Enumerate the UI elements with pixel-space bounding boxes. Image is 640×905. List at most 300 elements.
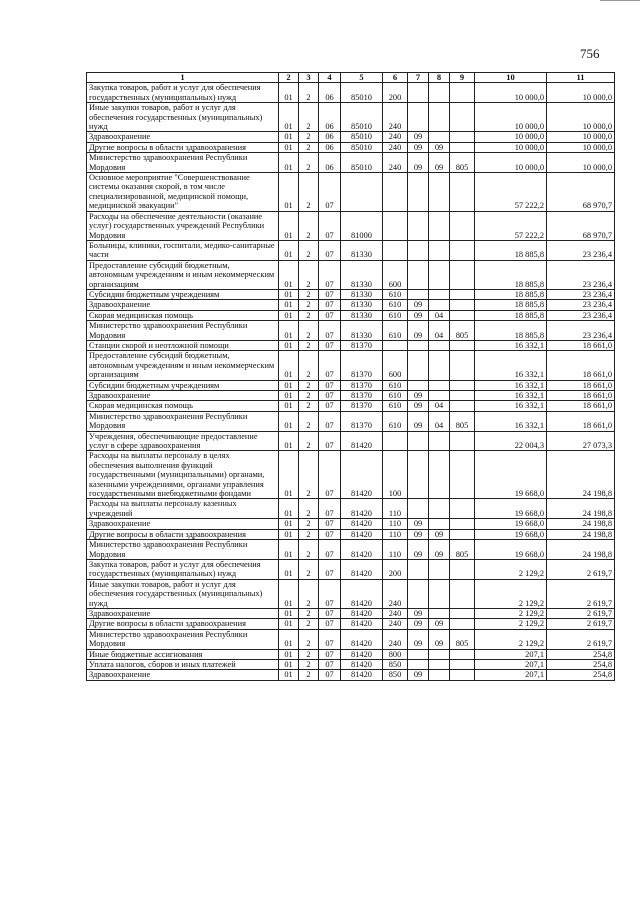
row-label: Закупка товаров, работ и услуг для обеспечения государственных (муниципальных) нужд [87,559,279,579]
code-cell: 01 [279,240,299,260]
table-row [87,300,615,310]
table-row [87,83,615,103]
code-cell [383,431,408,451]
code-cell: 610 [383,310,408,320]
code-cell: 2 [299,559,319,579]
code-cell: 01 [279,608,299,618]
code-cell: 200 [383,559,408,579]
amount-col-11: 18 661,0 [547,411,615,431]
code-cell [450,391,475,401]
col-header: 7 [408,73,429,83]
code-cell: 07 [319,351,341,380]
code-cell: 610 [383,411,408,431]
code-cell: 01 [279,132,299,142]
code-cell: 240 [383,629,408,649]
row-label: Другие вопросы в области здравоохранения [87,619,279,629]
code-cell: 07 [319,321,341,341]
row-label: Станции скорой и неотложной помощи [87,340,279,350]
code-cell: 06 [319,153,341,173]
code-cell: 01 [279,529,299,539]
code-cell: 610 [383,401,408,411]
code-cell: 81370 [341,380,383,390]
code-cell: 2 [299,499,319,519]
code-cell: 610 [383,300,408,310]
row-label: Иные закупки товаров, работ и услуг для обеспечения государственных (муниципальных) нужд [87,579,279,608]
amount-col-11: 254,8 [547,649,615,659]
code-cell [408,211,429,240]
amount-col-11: 18 661,0 [547,340,615,350]
amount-col-10: 18 885,8 [475,310,547,320]
table-row [87,351,615,380]
code-cell: 2 [299,321,319,341]
code-cell: 07 [319,289,341,299]
row-label: Расходы на обеспечение деятельности (оказание услуг) государственных учреждений Республики Мордовия [87,211,279,240]
amount-col-11: 10 000,0 [547,153,615,173]
code-cell: 805 [450,321,475,341]
code-cell: 81330 [341,240,383,260]
code-cell: 240 [383,103,408,132]
code-cell [450,260,475,289]
code-cell: 01 [279,649,299,659]
code-cell: 2 [299,103,319,132]
code-cell [408,559,429,579]
code-cell [429,260,450,289]
code-cell: 2 [299,529,319,539]
row-label: Уплата налогов, сборов и иных платежей [87,659,279,669]
code-cell [429,380,450,390]
code-cell [408,260,429,289]
code-cell: 110 [383,519,408,529]
code-cell: 09 [429,153,450,173]
code-cell: 81330 [341,300,383,310]
code-cell: 09 [408,310,429,320]
code-cell [429,391,450,401]
code-cell: 01 [279,142,299,152]
code-cell: 01 [279,321,299,341]
amount-col-10: 16 332,1 [475,380,547,390]
amount-col-11: 10 000,0 [547,83,615,103]
code-cell: 81420 [341,608,383,618]
code-cell: 81420 [341,499,383,519]
amount-col-11: 2 619,7 [547,579,615,608]
code-cell [450,649,475,659]
code-cell [341,173,383,212]
col-header: 1 [87,73,279,83]
code-cell: 09 [408,519,429,529]
code-cell: 2 [299,451,319,499]
code-cell: 01 [279,579,299,608]
code-cell: 850 [383,670,408,680]
code-cell: 04 [429,411,450,431]
code-cell: 2 [299,132,319,142]
row-label: Здравоохранение [87,670,279,680]
amount-col-11: 2 619,7 [547,608,615,618]
table-row [87,629,615,649]
code-cell: 81370 [341,351,383,380]
code-cell: 07 [319,240,341,260]
code-cell: 09 [408,300,429,310]
col-header: 5 [341,73,383,83]
code-cell: 2 [299,380,319,390]
code-cell: 04 [429,321,450,341]
code-cell: 07 [319,608,341,618]
amount-col-11: 24 198,8 [547,451,615,499]
code-cell: 07 [319,260,341,289]
table-header-row [87,73,615,83]
row-label: Министерство здравоохранения Республики Мордовия [87,153,279,173]
amount-col-10: 57 222,2 [475,173,547,212]
code-cell [450,559,475,579]
code-cell: 01 [279,173,299,212]
amount-col-10: 16 332,1 [475,351,547,380]
amount-col-10: 57 222,2 [475,211,547,240]
code-cell: 100 [383,451,408,499]
table-row [87,670,615,680]
code-cell [429,340,450,350]
code-cell [450,340,475,350]
amount-col-10: 18 885,8 [475,240,547,260]
code-cell [450,499,475,519]
row-label: Предоставление субсидий бюджетным, автономным учреждениям и иным некоммерческим организациям [87,260,279,289]
code-cell: 81330 [341,260,383,289]
code-cell: 81420 [341,519,383,529]
amount-col-11: 10 000,0 [547,132,615,142]
code-cell: 240 [383,142,408,152]
code-cell: 805 [450,540,475,560]
code-cell: 81420 [341,619,383,629]
code-cell [408,173,429,212]
code-cell [450,289,475,299]
code-cell: 01 [279,401,299,411]
row-label: Здравоохранение [87,391,279,401]
code-cell: 2 [299,519,319,529]
code-cell [383,173,408,212]
code-cell: 01 [279,559,299,579]
row-label: Больницы, клиники, госпитали, медико-санитарные части [87,240,279,260]
code-cell: 2 [299,401,319,411]
table-row [87,649,615,659]
row-label: Здравоохранение [87,608,279,618]
code-cell: 09 [408,411,429,431]
code-cell [408,649,429,659]
code-cell: 09 [408,629,429,649]
amount-col-10: 19 668,0 [475,529,547,539]
code-cell [429,132,450,142]
code-cell: 09 [408,619,429,629]
code-cell [408,451,429,499]
code-cell [450,401,475,411]
code-cell: 01 [279,310,299,320]
amount-col-10: 18 885,8 [475,289,547,299]
table-row [87,391,615,401]
amount-col-11: 27 073,3 [547,431,615,451]
code-cell: 06 [319,132,341,142]
budget-table [86,72,615,681]
code-cell: 200 [383,83,408,103]
code-cell: 01 [279,619,299,629]
code-cell: 01 [279,629,299,649]
code-cell: 01 [279,391,299,401]
amount-col-10: 22 004,3 [475,431,547,451]
code-cell: 2 [299,391,319,401]
code-cell [450,211,475,240]
code-cell [429,519,450,529]
amount-col-10: 207,1 [475,649,547,659]
table-row [87,499,615,519]
code-cell: 81420 [341,529,383,539]
code-cell: 07 [319,340,341,350]
table-row [87,529,615,539]
code-cell: 2 [299,619,319,629]
amount-col-10: 19 668,0 [475,540,547,560]
code-cell [408,83,429,103]
table-row [87,559,615,579]
code-cell: 01 [279,103,299,132]
code-cell: 600 [383,260,408,289]
code-cell [429,351,450,380]
scan-edge-mark [600,0,640,5]
code-cell: 110 [383,529,408,539]
code-cell: 09 [408,142,429,152]
amount-col-10: 19 668,0 [475,451,547,499]
code-cell: 01 [279,499,299,519]
code-cell: 2 [299,579,319,608]
table-row [87,240,615,260]
code-cell: 81000 [341,211,383,240]
code-cell: 81420 [341,670,383,680]
table-row [87,321,615,341]
code-cell: 07 [319,529,341,539]
table-row [87,340,615,350]
code-cell [383,340,408,350]
col-header: 9 [450,73,475,83]
row-label: Скорая медицинская помощь [87,401,279,411]
code-cell: 81330 [341,321,383,341]
code-cell: 04 [429,310,450,320]
code-cell [429,559,450,579]
code-cell: 85010 [341,83,383,103]
row-label: Министерство здравоохранения Республики Мордовия [87,411,279,431]
code-cell: 2 [299,411,319,431]
code-cell [450,579,475,608]
code-cell: 610 [383,391,408,401]
code-cell: 01 [279,300,299,310]
code-cell [429,211,450,240]
code-cell: 09 [408,670,429,680]
code-cell [429,289,450,299]
code-cell: 07 [319,499,341,519]
table-row [87,173,615,212]
amount-col-11: 2 619,7 [547,619,615,629]
amount-col-11: 2 619,7 [547,559,615,579]
col-header: 3 [299,73,319,83]
col-header: 4 [319,73,341,83]
code-cell: 81330 [341,310,383,320]
code-cell [450,608,475,618]
code-cell: 81420 [341,451,383,499]
code-cell: 07 [319,380,341,390]
code-cell: 2 [299,153,319,173]
code-cell: 07 [319,431,341,451]
code-cell [450,529,475,539]
code-cell [408,240,429,260]
row-label: Скорая медицинская помощь [87,310,279,320]
amount-col-11: 23 236,4 [547,300,615,310]
code-cell [429,499,450,519]
code-cell: 09 [408,401,429,411]
amount-col-10: 19 668,0 [475,499,547,519]
code-cell: 81420 [341,431,383,451]
code-cell [429,103,450,132]
code-cell: 09 [408,321,429,341]
code-cell: 2 [299,629,319,649]
code-cell [450,670,475,680]
code-cell: 2 [299,340,319,350]
amount-col-10: 19 668,0 [475,519,547,529]
code-cell: 85010 [341,103,383,132]
code-cell: 04 [429,401,450,411]
code-cell: 81420 [341,540,383,560]
code-cell: 2 [299,659,319,669]
row-label: Субсидии бюджетным учреждениям [87,380,279,390]
table-row [87,540,615,560]
code-cell: 07 [319,670,341,680]
amount-col-10: 18 885,8 [475,300,547,310]
amount-col-11: 23 236,4 [547,289,615,299]
code-cell: 2 [299,142,319,152]
code-cell [450,519,475,529]
code-cell: 09 [429,619,450,629]
code-cell: 06 [319,103,341,132]
code-cell: 610 [383,380,408,390]
code-cell: 07 [319,629,341,649]
code-cell [450,103,475,132]
row-label: Здравоохранение [87,300,279,310]
code-cell: 2 [299,431,319,451]
code-cell: 81420 [341,649,383,659]
code-cell: 07 [319,659,341,669]
code-cell [383,211,408,240]
row-label: Министерство здравоохранения Республики Мордовия [87,540,279,560]
code-cell [450,83,475,103]
row-label: Другие вопросы в области здравоохранения [87,142,279,152]
code-cell [429,608,450,618]
code-cell [429,300,450,310]
code-cell: 07 [319,619,341,629]
row-label: Предоставление субсидий бюджетным, автономным учреждениям и иным некоммерческим организациям [87,351,279,380]
amount-col-11: 24 198,8 [547,519,615,529]
code-cell [383,240,408,260]
code-cell [450,132,475,142]
code-cell: 06 [319,83,341,103]
row-label: Здравоохранение [87,519,279,529]
amount-col-11: 23 236,4 [547,310,615,320]
amount-col-10: 16 332,1 [475,401,547,411]
code-cell: 2 [299,211,319,240]
code-cell: 81370 [341,340,383,350]
code-cell [408,499,429,519]
code-cell: 09 [408,529,429,539]
code-cell [408,340,429,350]
code-cell [450,380,475,390]
code-cell [429,431,450,451]
code-cell: 805 [450,411,475,431]
code-cell: 09 [408,391,429,401]
code-cell: 240 [383,619,408,629]
amount-col-11: 18 661,0 [547,391,615,401]
code-cell: 01 [279,670,299,680]
table-row [87,401,615,411]
amount-col-11: 18 661,0 [547,401,615,411]
code-cell: 2 [299,83,319,103]
amount-col-11: 23 236,4 [547,321,615,341]
code-cell: 805 [450,629,475,649]
amount-col-11: 10 000,0 [547,103,615,132]
code-cell [429,83,450,103]
amount-col-11: 18 661,0 [547,380,615,390]
code-cell: 01 [279,351,299,380]
amount-col-10: 2 129,2 [475,608,547,618]
code-cell: 09 [408,153,429,173]
code-cell: 2 [299,173,319,212]
code-cell: 01 [279,411,299,431]
col-header: 8 [429,73,450,83]
table-row [87,619,615,629]
code-cell: 240 [383,579,408,608]
code-cell [429,579,450,608]
table-row [87,142,615,152]
row-label: Учреждения, обеспечивающие предоставление услуг в сфере здравоохранения [87,431,279,451]
code-cell: 240 [383,132,408,142]
code-cell: 01 [279,431,299,451]
amount-col-11: 23 236,4 [547,260,615,289]
code-cell [408,579,429,608]
row-label: Другие вопросы в области здравоохранения [87,529,279,539]
code-cell [450,142,475,152]
page-number: 756 [580,46,600,61]
table-row [87,431,615,451]
col-header: 2 [279,73,299,83]
code-cell: 85010 [341,132,383,142]
code-cell: 07 [319,519,341,529]
code-cell: 01 [279,260,299,289]
code-cell: 81420 [341,659,383,669]
code-cell: 07 [319,559,341,579]
code-cell [408,431,429,451]
table-row [87,579,615,608]
code-cell [408,380,429,390]
row-label: Основное мероприятие "Совершенствование системы оказания скорой, в том числе специализированной, медицинской помощи, медицинской эвакуации" [87,173,279,212]
code-cell: 240 [383,153,408,173]
code-cell: 805 [450,153,475,173]
code-cell: 2 [299,670,319,680]
code-cell: 09 [429,629,450,649]
code-cell: 2 [299,300,319,310]
code-cell: 09 [408,132,429,142]
amount-col-10: 16 332,1 [475,391,547,401]
code-cell: 2 [299,649,319,659]
code-cell [450,173,475,212]
amount-col-11: 23 236,4 [547,240,615,260]
code-cell [429,649,450,659]
amount-col-11: 10 000,0 [547,142,615,152]
code-cell [450,240,475,260]
col-header: 11 [547,73,615,83]
code-cell: 07 [319,579,341,608]
amount-col-10: 18 885,8 [475,321,547,341]
code-cell: 2 [299,260,319,289]
code-cell: 81370 [341,401,383,411]
